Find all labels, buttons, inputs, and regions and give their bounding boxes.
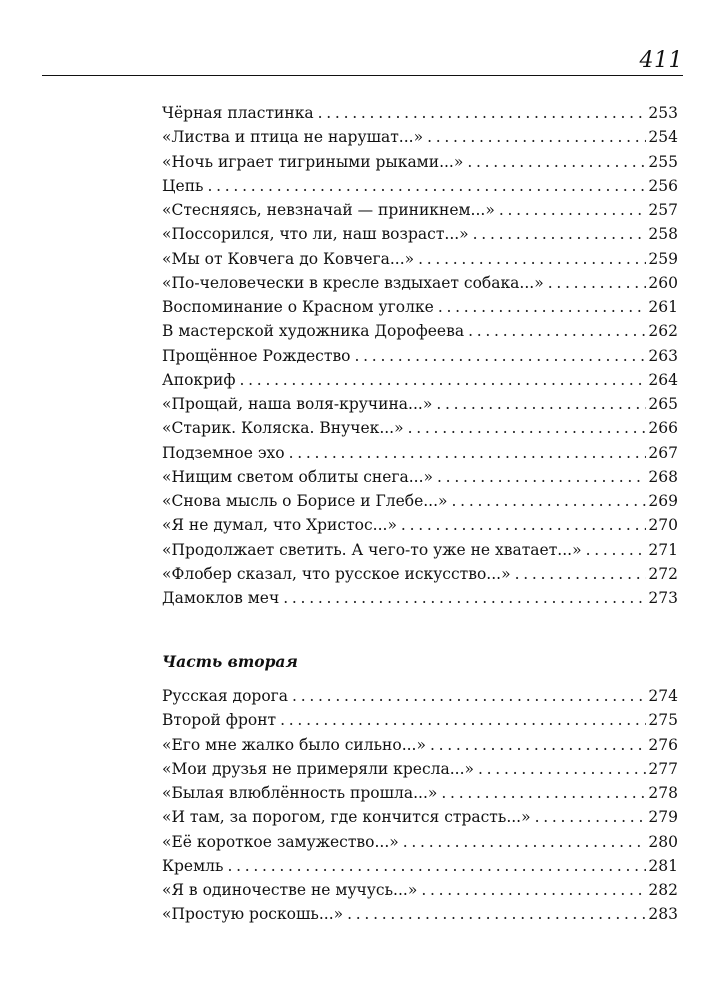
toc-part-two [162, 684, 678, 927]
toc-entry-title: Прощённое Рождество [162, 346, 351, 365]
dot-leader [418, 247, 646, 271]
dot-leader [207, 174, 646, 198]
toc-entry-page: 269 [648, 492, 678, 510]
toc-entry-page: 253 [648, 104, 678, 122]
toc-entry-page: 264 [648, 370, 678, 389]
toc-entry-title: «Её короткое замужество...» [162, 832, 399, 851]
toc-entry [162, 465, 678, 489]
dot-leader [499, 198, 647, 222]
toc-entry-page: 272 [648, 564, 678, 583]
toc-entry [162, 733, 678, 757]
toc-entry [162, 441, 678, 465]
dot-leader [289, 441, 647, 465]
toc-entry-title: «Старик. Коляска. Внучек...» [162, 419, 404, 438]
toc-entry-page: 263 [648, 346, 678, 365]
dot-leader [401, 513, 646, 537]
dot-leader [227, 854, 646, 878]
dot-leader [452, 489, 647, 513]
toc-entry-page: 256 [648, 176, 678, 195]
toc-entry-title: Кремль [162, 856, 224, 875]
dot-leader [436, 392, 646, 416]
dot-leader [408, 416, 647, 440]
toc-entry [162, 513, 678, 537]
toc-entry [162, 247, 678, 271]
toc-entry-title: Воспоминание о Красном уголке [162, 298, 434, 316]
toc-entry-page: 265 [648, 395, 678, 413]
toc-entry [162, 562, 678, 586]
dot-leader [467, 150, 646, 174]
page-number: 411 [639, 48, 683, 73]
toc-entry [162, 538, 678, 562]
toc-entry [162, 489, 678, 513]
toc-entry-page: 283 [648, 905, 678, 924]
toc-entry-title: Подземное эхо [162, 443, 285, 462]
dot-leader [515, 562, 647, 586]
toc-entry-page: 279 [648, 808, 678, 827]
toc-entry [162, 878, 678, 902]
dot-leader [468, 319, 646, 343]
toc-entry-page: 276 [648, 735, 678, 754]
toc-entry-title: «Поссорился, что ли, наш возраст...» [162, 225, 469, 244]
toc-entry-page: 274 [648, 687, 678, 705]
header-rule [42, 75, 683, 76]
toc-entry-title: «Нищим светом облиты снега...» [162, 467, 434, 486]
toc-entry [162, 586, 678, 610]
toc-entry-title: В мастерской художника Дорофеева [162, 322, 465, 341]
toc-entry-title: Чёрная пластинка [162, 104, 314, 122]
toc-entry [162, 805, 678, 829]
dot-leader [427, 125, 646, 149]
toc-entry-page: 268 [648, 467, 678, 486]
toc-entry-page: 258 [648, 225, 678, 244]
dot-leader [437, 465, 646, 489]
toc-entry [162, 198, 678, 222]
toc-entry [162, 781, 678, 805]
part-two-title: Часть вторая [162, 652, 298, 671]
toc-entry-title: Апокриф [162, 370, 236, 389]
toc-entry-page: 275 [648, 711, 678, 730]
toc-entry [162, 416, 678, 440]
toc-entry-title: Русская дорога [162, 687, 289, 705]
toc-entry-title: «И там, за порогом, где кончится страсть...» [162, 808, 531, 827]
toc-entry-title: «Прощай, наша воля-кручина...» [162, 395, 433, 413]
toc-part-one [162, 101, 678, 610]
toc-entry [162, 101, 678, 125]
toc-entry [162, 684, 678, 708]
toc-entry-page: 280 [648, 832, 678, 851]
toc-entry-page: 277 [648, 759, 678, 778]
toc-entry [162, 271, 678, 295]
toc-entry [162, 392, 678, 416]
toc-entry [162, 708, 678, 732]
toc-entry-title: «Мои друзья не примеряли кресла...» [162, 759, 474, 778]
toc-entry [162, 344, 678, 368]
dot-leader [473, 222, 647, 246]
toc-entry-title: «Ночь играет тигриными рыками...» [162, 152, 464, 171]
toc-entry-title: «Стесняясь, невзначай — приникнем...» [162, 201, 495, 219]
toc-entry-title: «Продолжает светить. А чего-то уже не хватает...» [162, 540, 582, 559]
dot-leader [280, 708, 646, 732]
toc-entry-page: 254 [648, 128, 678, 147]
toc-entry-page: 267 [648, 443, 678, 462]
toc-entry-title: Дамоклов меч [162, 589, 280, 607]
toc-entry-title: «Снова мысль о Борисе и Глебе...» [162, 492, 448, 510]
toc-entry [162, 830, 678, 854]
toc-entry [162, 150, 678, 174]
dot-leader [318, 101, 647, 125]
toc-entry [162, 854, 678, 878]
dot-leader [292, 684, 646, 708]
toc-entry-title: «Я не думал, что Христос...» [162, 516, 397, 535]
toc-entry-title: «Его мне жалко было сильно...» [162, 735, 426, 754]
dot-leader [548, 271, 647, 295]
toc-entry-page: 281 [648, 856, 678, 875]
toc-entry-page: 278 [648, 784, 678, 802]
toc-entry-page: 259 [648, 249, 678, 268]
toc-entry-title: «Я в одиночестве не мучусь...» [162, 881, 418, 899]
dot-leader [586, 538, 647, 562]
toc-entry-page: 260 [648, 273, 678, 292]
dot-leader [421, 878, 646, 902]
toc-entry [162, 757, 678, 781]
dot-leader [438, 295, 647, 319]
dot-leader [403, 830, 647, 854]
dot-leader [239, 368, 646, 392]
toc-entry-page: 261 [648, 298, 678, 316]
toc-entry-page: 266 [648, 419, 678, 438]
toc-entry [162, 368, 678, 392]
toc-entry-page: 262 [648, 322, 678, 341]
toc-entry-title: Цепь [162, 176, 204, 195]
dot-leader [347, 902, 646, 926]
toc-entry-title: «Флобер сказал, что русское искусство...» [162, 564, 511, 583]
toc-entry [162, 125, 678, 149]
dot-leader [441, 781, 646, 805]
toc-entry-page: 282 [648, 881, 678, 899]
toc-entry [162, 295, 678, 319]
toc-entry-title: «Мы от Ковчега до Ковчега...» [162, 249, 415, 268]
toc-entry [162, 319, 678, 343]
dot-leader [535, 805, 647, 829]
toc-entry-title: «Былая влюблённость прошла...» [162, 784, 438, 802]
toc-entry-title: Второй фронт [162, 711, 277, 730]
toc-entry [162, 222, 678, 246]
toc-entry-page: 257 [648, 201, 678, 219]
dot-leader [478, 757, 646, 781]
dot-leader [355, 344, 647, 368]
toc-entry [162, 174, 678, 198]
toc-entry-page: 273 [648, 589, 678, 607]
toc-entry-title: «Листва и птица не нарушат...» [162, 128, 424, 147]
toc-entry-page: 270 [648, 516, 678, 535]
toc-entry-page: 271 [648, 540, 678, 559]
dot-leader [283, 586, 646, 610]
dot-leader [430, 733, 646, 757]
toc-entry-title: «По-человечески в кресле вздыхает собака...» [162, 273, 544, 292]
toc-entry-title: «Простую роскошь...» [162, 905, 344, 924]
toc-entry-page: 255 [648, 152, 678, 171]
toc-entry [162, 902, 678, 926]
